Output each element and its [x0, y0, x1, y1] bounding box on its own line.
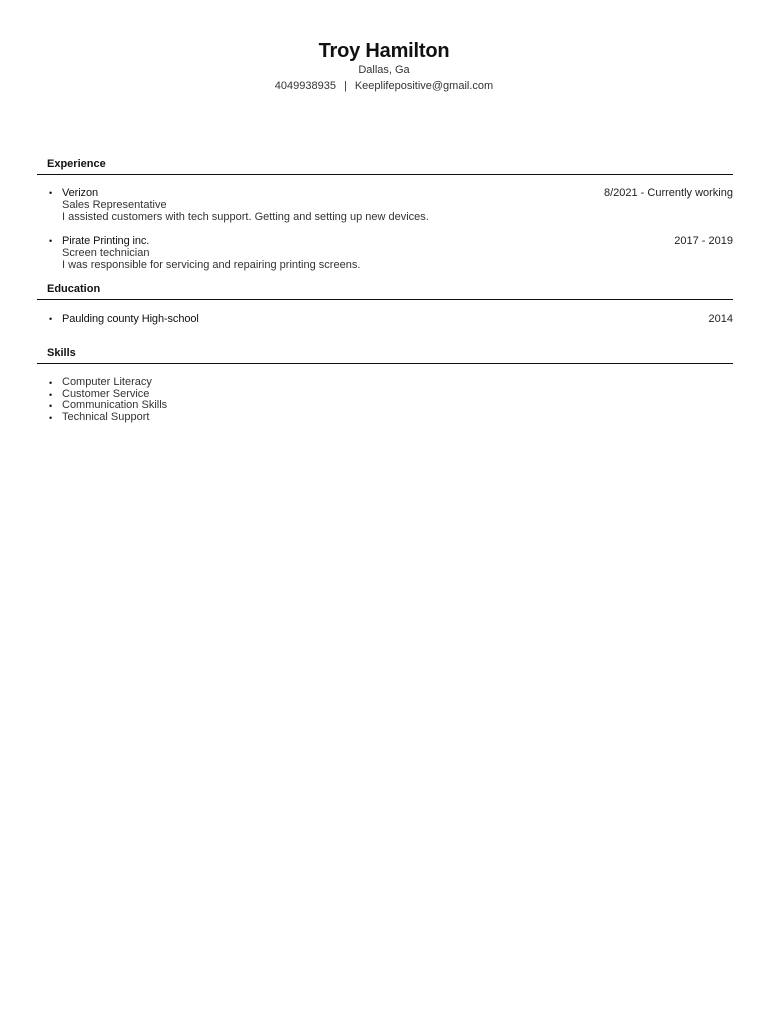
bullet-icon: •: [49, 188, 53, 198]
job-role: Screen technician: [62, 247, 150, 259]
graduation-year: 2014: [708, 313, 733, 325]
experience-item-head: [62, 187, 733, 199]
bullet-icon: •: [49, 314, 53, 324]
education-item: [37, 313, 733, 325]
bullet-icon: •: [49, 236, 53, 246]
job-description: I was responsible for servicing and repairing printing screens.: [62, 259, 361, 271]
skill-label: Technical Support: [62, 410, 150, 423]
employment-dates: 2017 - 2019: [674, 235, 733, 247]
experience-section: [37, 158, 733, 271]
company-name: Verizon: [62, 187, 98, 199]
skills-list: [37, 377, 733, 423]
job-description: I assisted customers with tech support. Getting and setting up new devices.: [62, 211, 429, 223]
school-name: Paulding county High-school: [62, 313, 199, 325]
skill-label: Communication Skills: [62, 399, 168, 412]
education-item-head: [62, 313, 733, 325]
bullet-icon: •: [49, 389, 53, 400]
contact-line: [0, 80, 768, 93]
section-divider: [37, 363, 733, 364]
bullet-icon: •: [49, 401, 53, 412]
employment-dates: 8/2021 - Currently working: [603, 187, 733, 199]
candidate-name: Troy Hamilton: [318, 40, 450, 62]
bullet-icon: •: [49, 412, 53, 423]
skill-label: Computer Literacy: [62, 376, 152, 388]
email-address: Keeplifepositive@gmail.com: [354, 80, 494, 92]
bullet-icon: •: [49, 378, 53, 388]
candidate-location: Dallas, Ga: [358, 64, 410, 76]
contact-separator: |: [343, 80, 347, 92]
skill-label: Customer Service: [62, 387, 150, 400]
company-name: Pirate Printing inc.: [62, 235, 150, 247]
phone-number: 4049938935: [274, 80, 336, 92]
skill-item: [37, 412, 733, 424]
section-divider: [37, 299, 733, 300]
skills-section: [37, 347, 733, 423]
education-list: [37, 313, 733, 325]
experience-heading: Experience: [47, 158, 106, 170]
job-role: Sales Representative: [62, 199, 167, 211]
experience-list: [37, 187, 733, 271]
section-divider: [37, 174, 733, 175]
education-section: [37, 283, 733, 325]
skills-heading: Skills: [47, 347, 76, 359]
experience-item: [37, 235, 733, 271]
experience-item: [37, 187, 733, 223]
resume-header: [0, 38, 768, 93]
experience-item-head: [62, 235, 733, 247]
education-heading: Education: [47, 283, 101, 295]
